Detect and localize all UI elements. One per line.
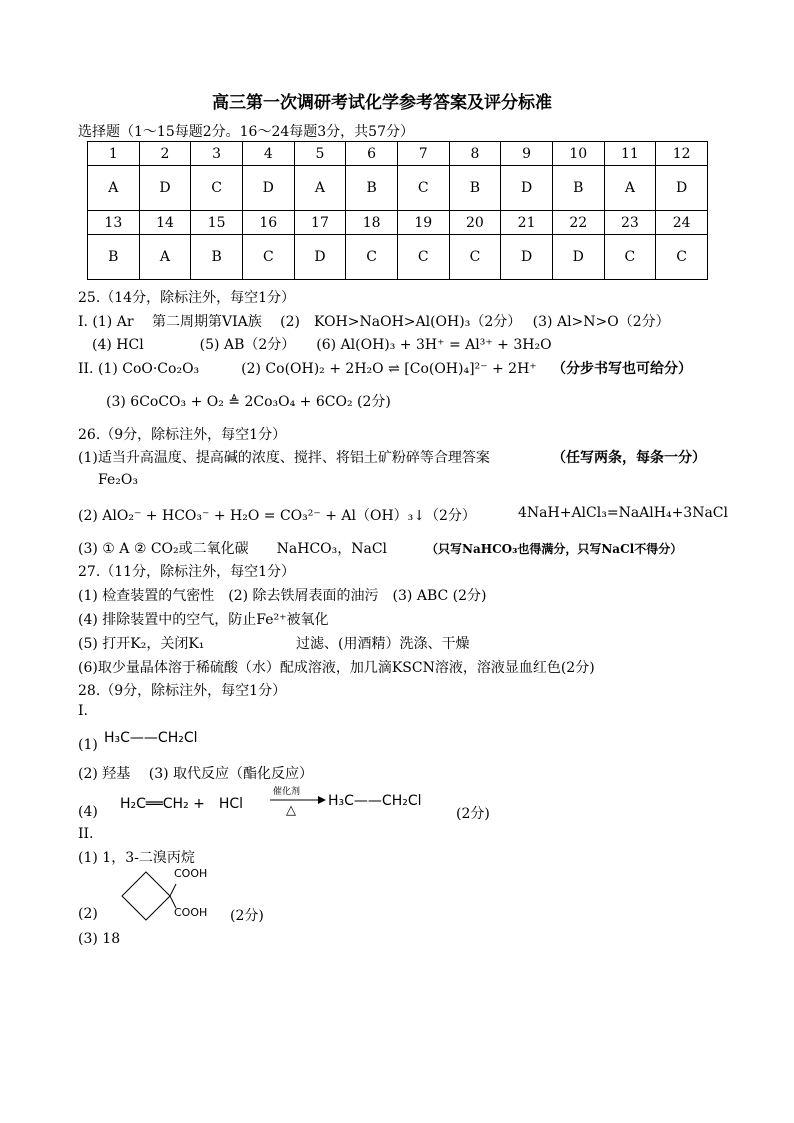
table-cell: 22 bbox=[552, 211, 604, 235]
q26-line3: (2) AlO₂⁻ + HCO₃⁻ + H₂O = CO₃²⁻ + Al（OH）₃↓（2分） bbox=[78, 508, 476, 524]
table-cell: 11 bbox=[604, 142, 656, 166]
q26-line1-note: （任写两条，每条一分） bbox=[552, 450, 706, 466]
q28-ii-2-score: (2分) bbox=[230, 908, 264, 924]
table-cell: C bbox=[656, 235, 708, 280]
q28-1-label: (1) bbox=[78, 737, 98, 753]
q28-4-product: H₃C——CH₂Cl bbox=[328, 793, 422, 809]
table-cell: D bbox=[139, 166, 191, 211]
q26-header: 26.（9分，除标注外，每空1分） bbox=[78, 427, 287, 443]
table-cell: 16 bbox=[242, 211, 294, 235]
q28-ii-1: (1) 1，3-二溴丙烷 bbox=[78, 850, 195, 866]
table-cell: 8 bbox=[449, 142, 501, 166]
q28-4-catalyst: 催化剂 bbox=[273, 787, 301, 797]
q28-4-score: (2分) bbox=[456, 806, 490, 822]
q28-header: 28.（9分，除标注外，每空1分） bbox=[78, 683, 287, 699]
reaction-arrow-icon bbox=[270, 795, 326, 805]
table-cell: 19 bbox=[397, 211, 449, 235]
table-row bbox=[88, 211, 708, 235]
q26-line1: (1)适当升高温度、提高碱的浓度、搅拌、将铝土矿粉碎等合理答案 bbox=[78, 450, 490, 466]
table-cell: A bbox=[294, 166, 346, 211]
q28-4-reactants: H₂C══CH₂ + HCl bbox=[120, 796, 244, 812]
table-cell: C bbox=[397, 166, 449, 211]
q28-4-label: (4) bbox=[78, 804, 98, 820]
table-cell: 15 bbox=[191, 211, 243, 235]
table-cell: A bbox=[604, 166, 656, 211]
q25-header: 25.（14分，除标注外，每空1分） bbox=[78, 290, 295, 306]
table-cell: D bbox=[294, 235, 346, 280]
table-cell: 1 bbox=[88, 142, 140, 166]
q28-roman-1: I. bbox=[78, 703, 88, 719]
table-cell: C bbox=[449, 235, 501, 280]
table-row bbox=[88, 166, 708, 211]
q25-line1: I. (1) Ar 第二周期第VIA族 (2) KOH>NaOH>Al(OH)₃（2分） (3) Al>N>O（2分） bbox=[78, 314, 670, 330]
page-title: 高三第一次调研考试化学参考答案及评分标准 bbox=[212, 93, 552, 113]
q27-header: 27.（11分，除标注外，每空1分） bbox=[78, 564, 295, 580]
table-cell: 13 bbox=[88, 211, 140, 235]
table-cell: D bbox=[552, 235, 604, 280]
q25-line2: (4) HCl (5) AB（2分） (6) Al(OH)₃ + 3H⁺ = Al³⁺ + 3H₂O bbox=[92, 337, 552, 353]
table-cell: 3 bbox=[191, 142, 243, 166]
q27-line1: (1) 检查装置的气密性 (2) 除去铁屑表面的油污 (3) ABC (2分) bbox=[78, 588, 487, 604]
q28-line2: (2) 羟基 (3) 取代反应（酯化反应） bbox=[78, 766, 314, 782]
q28-ii-2-cooh-bottom: COOH bbox=[174, 906, 208, 919]
table-cell: D bbox=[501, 166, 553, 211]
table-cell: B bbox=[552, 166, 604, 211]
table-cell: D bbox=[501, 235, 553, 280]
q28-roman-2: II. bbox=[78, 826, 94, 842]
table-cell: 10 bbox=[552, 142, 604, 166]
table-cell: D bbox=[242, 166, 294, 211]
q27-line3-b: 过滤、(用酒精）洗涤、干燥 bbox=[296, 636, 470, 652]
q25-line3: II. (1) CoO·Co₂O₃ (2) Co(OH)₂ + 2H₂O ⇌ [Co(OH)₄]²⁻ + 2H⁺ bbox=[78, 361, 537, 377]
q27-line3: (5) 打开K₂，关闭K₁ bbox=[78, 636, 205, 652]
table-cell: 23 bbox=[604, 211, 656, 235]
q28-ii-3: (3) 18 bbox=[78, 931, 121, 947]
table-cell: 21 bbox=[501, 211, 553, 235]
cyclobutane-icon bbox=[118, 868, 178, 928]
table-cell: D bbox=[656, 166, 708, 211]
table-cell: 24 bbox=[656, 211, 708, 235]
q27-line2: (4) 排除装置中的空气，防止Fe²⁺被氧化 bbox=[78, 612, 329, 628]
q25-line3-note: （分步书写也可给分） bbox=[552, 361, 692, 377]
table-cell: 9 bbox=[501, 142, 553, 166]
table-cell: B bbox=[449, 166, 501, 211]
table-cell: 4 bbox=[242, 142, 294, 166]
table-cell: C bbox=[397, 235, 449, 280]
q28-1-formula: H₃C——CH₂Cl bbox=[104, 730, 198, 746]
table-cell: B bbox=[88, 235, 140, 280]
q26-line4-note: （只写NaHCO₃也得满分，只写NaCl不得分） bbox=[426, 542, 683, 556]
table-cell: 18 bbox=[346, 211, 398, 235]
table-cell: 20 bbox=[449, 211, 501, 235]
q28-ii-2-label: (2) bbox=[78, 906, 98, 922]
table-cell: 17 bbox=[294, 211, 346, 235]
q26-line4: (3) ① A ② CO₂或二氧化碳 NaHCO₃，NaCl bbox=[78, 541, 388, 557]
q26-line2: Fe₂O₃ bbox=[98, 472, 138, 488]
table-cell: 12 bbox=[656, 142, 708, 166]
answer-table bbox=[87, 141, 708, 280]
table-cell: B bbox=[191, 235, 243, 280]
table-cell: 5 bbox=[294, 142, 346, 166]
table-row bbox=[88, 235, 708, 280]
table-cell: 7 bbox=[397, 142, 449, 166]
table-cell: A bbox=[88, 166, 140, 211]
table-cell: C bbox=[604, 235, 656, 280]
mc-header: 选择题（1～15每题2分。16～24每题3分，共57分） bbox=[78, 124, 414, 140]
table-row bbox=[88, 142, 708, 166]
table-cell: 14 bbox=[139, 211, 191, 235]
table-cell: B bbox=[346, 166, 398, 211]
q28-ii-2-cooh-top: COOH bbox=[174, 867, 208, 880]
q25-line4: (3) 6CoCO₃ + O₂ ≜ 2Co₃O₄ + 6CO₂ (2分) bbox=[106, 394, 391, 410]
q28-4-heat: △ bbox=[286, 803, 296, 818]
table-cell: C bbox=[346, 235, 398, 280]
table-cell: A bbox=[139, 235, 191, 280]
table-cell: C bbox=[242, 235, 294, 280]
q27-line4: (6)取少量晶体溶于稀硫酸（水）配成溶液，加几滴KSCN溶液，溶液显血红色(2分) bbox=[78, 660, 595, 676]
table-cell: 2 bbox=[139, 142, 191, 166]
table-cell: 6 bbox=[346, 142, 398, 166]
table-cell: C bbox=[191, 166, 243, 211]
q26-line3-b: 4NaH+AlCl₃=NaAlH₄+3NaCl bbox=[518, 505, 728, 521]
